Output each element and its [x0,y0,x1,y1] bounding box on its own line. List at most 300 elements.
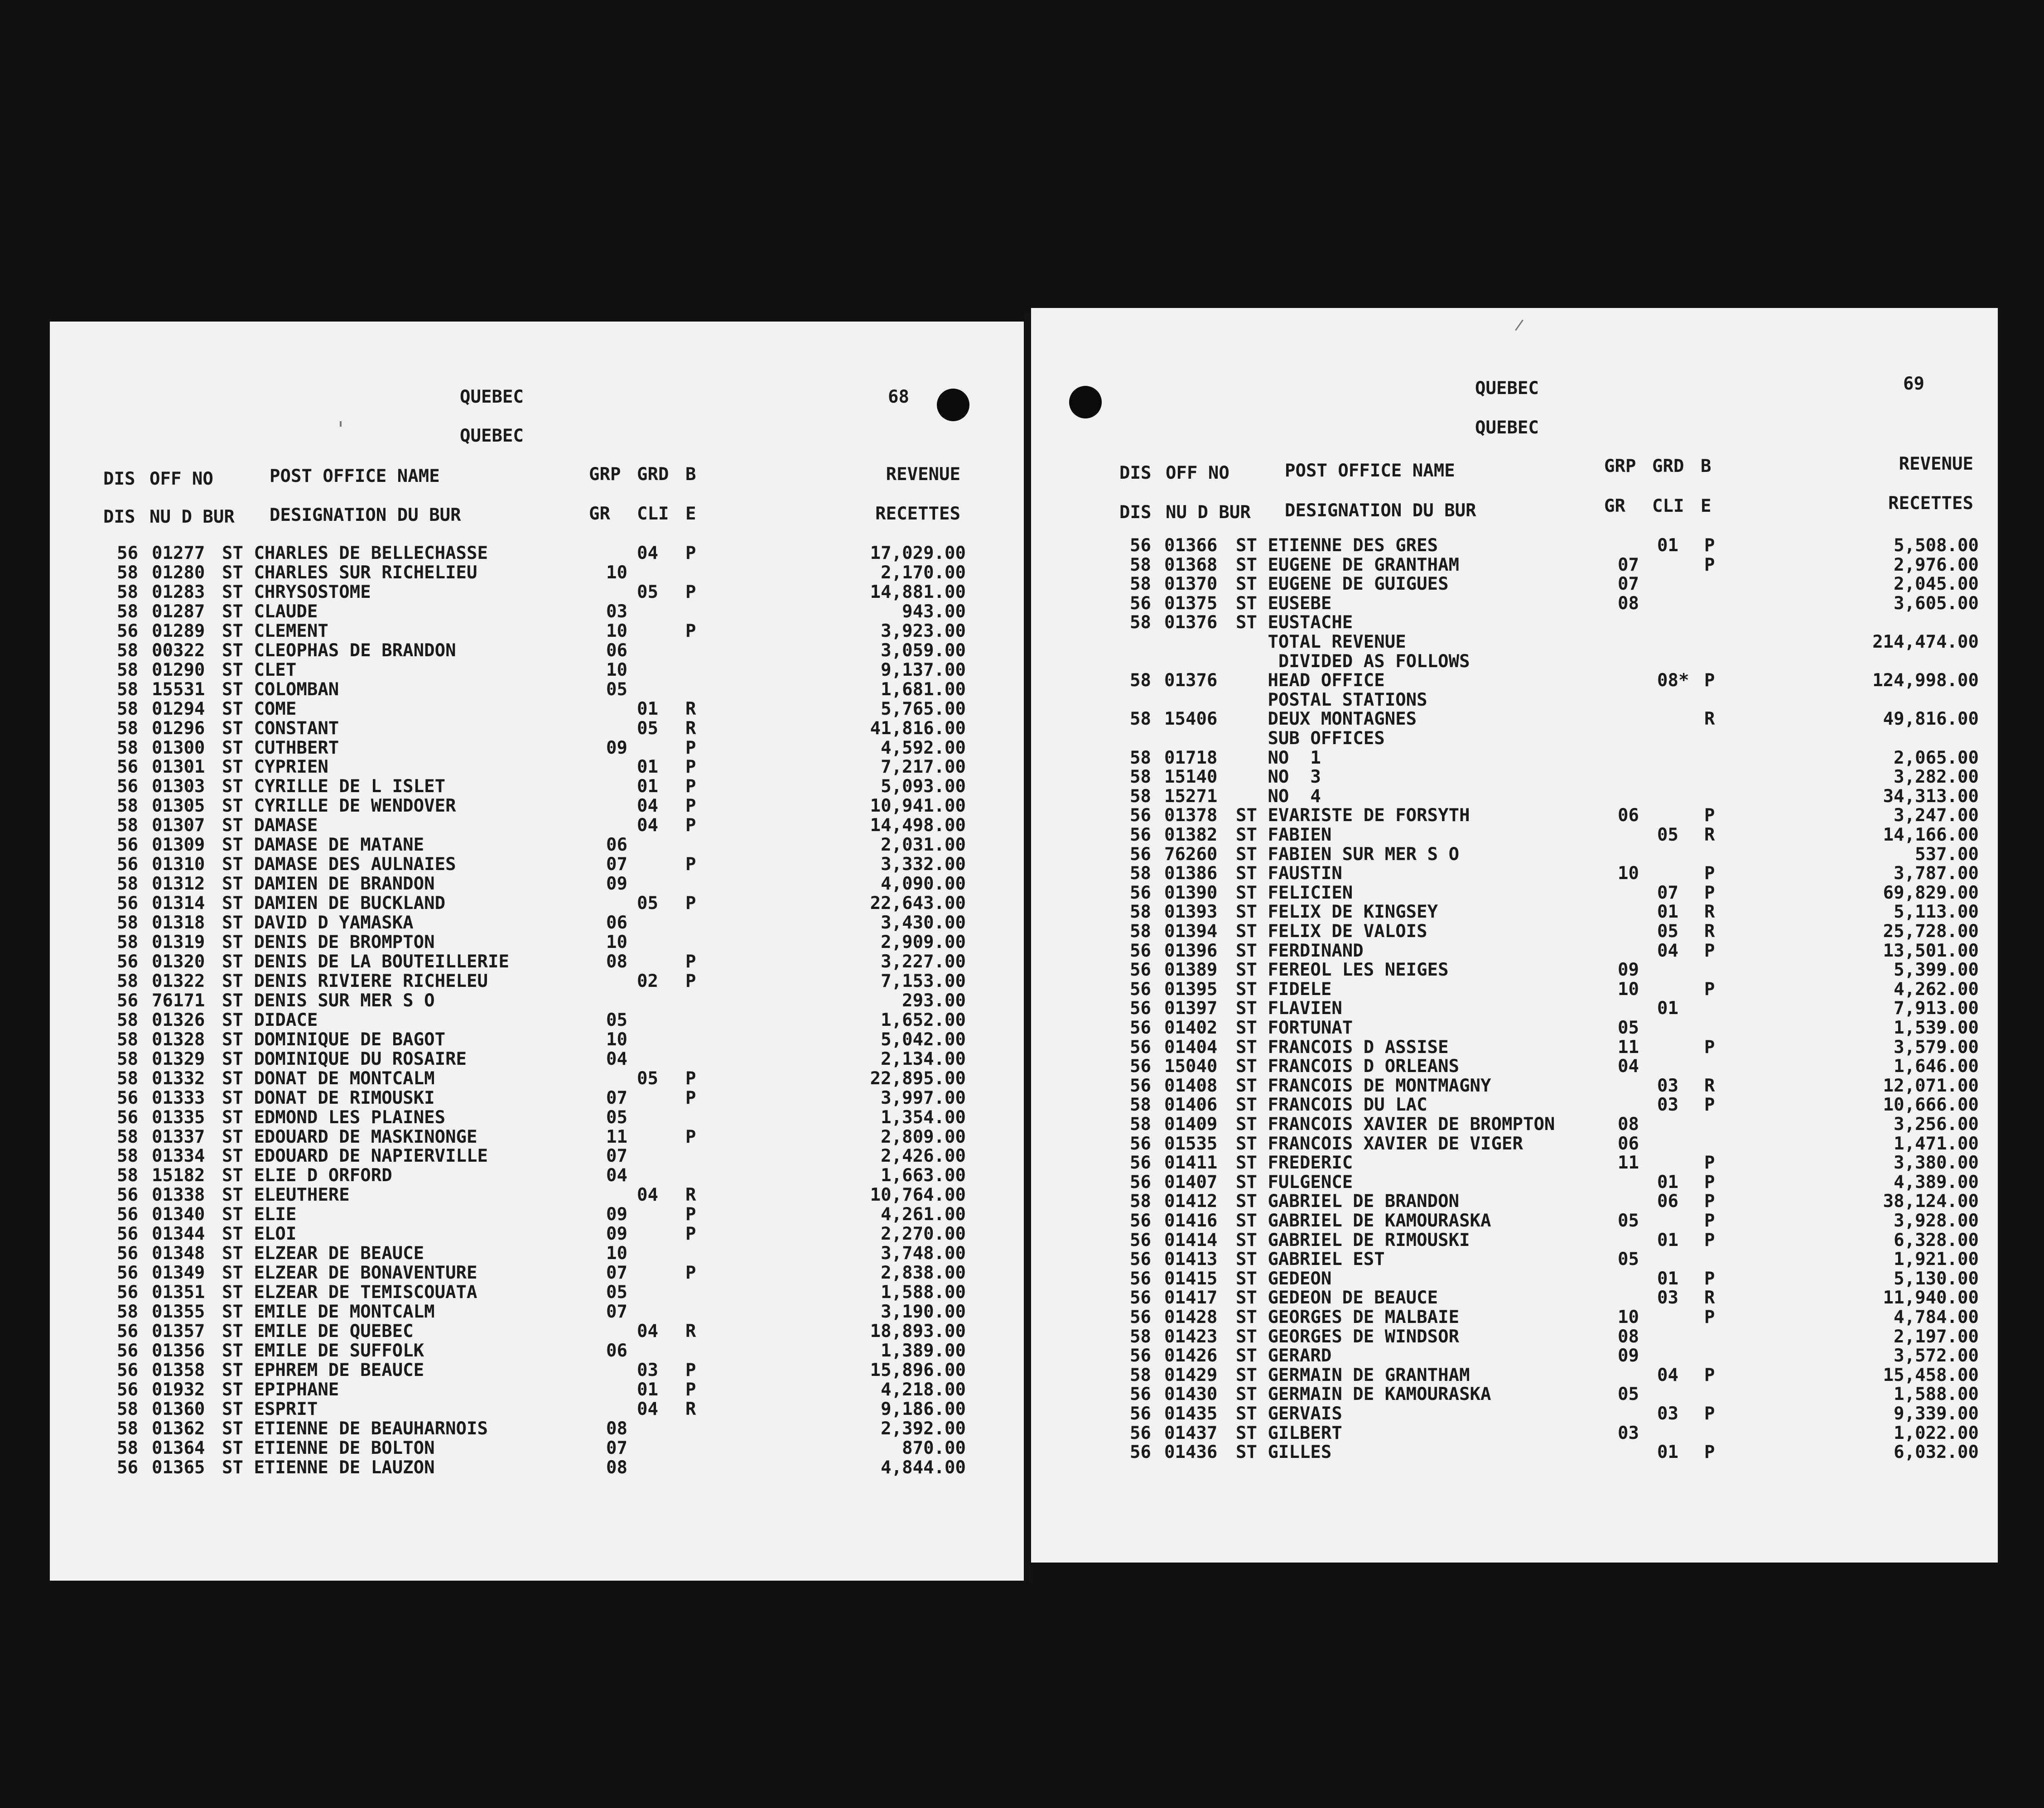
header-e: E [1701,496,1711,516]
office-number-cell: 01355 [152,1302,205,1322]
group-cell: 08 [606,951,627,972]
table-row [1031,865,1998,885]
district-cell: 56 [1130,882,1151,903]
revenue-cell: 3,787.00 [1894,863,1979,884]
table-row [1031,537,1998,557]
revenue-cell: 124,998.00 [1872,670,1979,691]
revenue-cell: 3,059.00 [881,640,966,661]
district-cell: 58 [1130,902,1151,923]
office-number-cell: 01396 [1164,940,1218,961]
office-number-cell: 01314 [152,893,205,914]
table-row [1031,1193,1998,1212]
district-cell: 56 [117,757,138,778]
office-number-cell: 15182 [152,1165,205,1186]
district-cell: 56 [117,1087,138,1108]
header-post-office-name: POST OFFICE NAME [270,466,440,486]
district-cell: 56 [1130,1230,1151,1250]
grade-cell: 04 [637,1185,658,1206]
revenue-cell: 15,458.00 [1883,1365,1979,1385]
office-name-cell: ST DIDACE [222,1010,318,1030]
office-number-cell: 01376 [1164,670,1218,691]
office-number-cell: 01356 [152,1340,205,1361]
district-cell: 56 [1130,825,1151,845]
revenue-cell: 4,262.00 [1894,979,1979,1000]
group-cell: 08 [606,1418,627,1439]
office-name-cell: ST ESPRIT [222,1399,318,1419]
province-heading: QUEBEC [1475,378,1539,399]
b-cell: P [1704,1153,1715,1173]
grade-cell: 03 [1657,1075,1678,1096]
header-gr: GR [589,504,610,524]
table-row [50,933,1024,953]
group-cell: 07 [606,1087,627,1108]
district-cell: 56 [1130,960,1151,981]
revenue-cell: 3,997.00 [881,1087,966,1108]
revenue-cell: 38,124.00 [1883,1191,1979,1212]
office-number-cell: 01303 [152,776,205,797]
group-cell: 11 [1618,1153,1639,1173]
office-name-cell: ST DONAT DE MONTCALM [222,1068,435,1089]
office-number-cell: 01307 [152,815,205,836]
grade-cell: 05 [637,1068,658,1089]
district-cell: 56 [117,835,138,856]
group-cell: 05 [1618,1018,1639,1038]
office-name-cell: ST CLEOPHAS DE BRANDON [222,640,456,661]
district-cell: 58 [117,562,138,583]
table-row [1031,1154,1998,1174]
table-row [1031,633,1998,653]
office-name-cell: ST EDMOND LES PLAINES [222,1107,446,1128]
office-number-cell: 01296 [152,718,205,739]
office-name-cell: ST GEORGES DE WINDSOR [1236,1326,1460,1347]
office-name-cell: DIVIDED AS FOLLOWS [1236,651,1470,672]
office-name-cell: ST FLAVIEN [1236,998,1342,1019]
revenue-cell: 6,328.00 [1894,1230,1979,1250]
header-grd: GRD [637,464,669,485]
revenue-cell: 2,976.00 [1894,554,1979,575]
group-cell: 07 [606,1302,627,1322]
office-name-cell: ST CHARLES SUR RICHELIEU [222,562,477,583]
office-number-cell: 15140 [1164,767,1218,788]
office-number-cell: 01335 [152,1107,205,1128]
office-name-cell: ST GILBERT [1236,1423,1342,1443]
grade-cell: 01 [1657,1230,1678,1250]
grade-cell: 03 [1657,1095,1678,1116]
office-number-cell: 01366 [1164,535,1218,556]
office-name-cell: ST EUSTACHE [1236,612,1353,633]
b-cell: P [1704,882,1715,903]
header-b: B [685,464,696,485]
table-row [50,622,1024,642]
office-name-cell: ST DAMASE DE MATANE [222,835,424,856]
revenue-cell: 69,829.00 [1883,882,1979,903]
table-row [50,1206,1024,1226]
header-recettes: RECETTES [875,504,960,524]
office-number-cell: 01395 [1164,979,1218,1000]
b-cell: R [685,698,696,719]
office-name-cell: ST ELEUTHERE [222,1185,350,1206]
header-revenue: REVENUE [1899,454,1973,474]
grade-cell: 01 [1657,902,1678,923]
revenue-cell: 9,339.00 [1894,1404,1979,1424]
revenue-cell: 2,392.00 [881,1418,966,1439]
b-cell: P [685,776,696,797]
revenue-cell: 2,838.00 [881,1263,966,1284]
office-number-cell: 01718 [1164,747,1218,768]
office-name-cell: ST GERMAIN DE GRANTHAM [1236,1365,1470,1385]
revenue-cell: 3,572.00 [1894,1346,1979,1366]
office-name-cell: ST FORTUNAT [1236,1018,1353,1038]
office-number-cell: 15406 [1164,709,1218,730]
office-name-cell: ST GABRIEL DE BRANDON [1236,1191,1460,1212]
district-cell: 56 [117,1243,138,1264]
district-cell: 56 [1130,844,1151,865]
b-cell: P [685,796,696,817]
district-cell: 58 [117,1418,138,1439]
office-name-cell: ST FRANCOIS DU LAC [1236,1095,1427,1116]
office-name-cell: ST CONSTANT [222,718,339,739]
office-name-cell: ST ELIE D ORFORD [222,1165,392,1186]
office-name-cell: HEAD OFFICE [1236,670,1385,691]
b-cell: P [1704,535,1715,556]
office-number-cell: 01426 [1164,1346,1218,1366]
b-cell: P [685,854,696,875]
office-name-cell: ST GEDEON DE BEAUCE [1236,1288,1438,1308]
header-off-no: OFF NO [1166,463,1229,483]
office-number-cell: 01415 [1164,1268,1218,1289]
district-cell: 56 [1130,805,1151,826]
district-cell: 58 [117,1010,138,1030]
header-dis: DIS [103,469,135,489]
header-dis: DIS [1119,463,1152,483]
office-name-cell: ST DENIS DE LA BOUTEILLERIE [222,951,509,972]
b-cell: P [685,737,696,758]
district-cell: 56 [117,543,138,563]
b-cell: P [685,1360,696,1380]
district-cell: 56 [1130,1442,1151,1463]
table-row [1031,1135,1998,1155]
office-name-cell: ST DAMIEN DE BUCKLAND [222,893,446,914]
b-cell: R [1704,921,1715,942]
office-name-cell: ST FERDINAND [1236,940,1364,961]
header-recettes: RECETTES [1888,493,1973,514]
table-row [1031,846,1998,866]
district-cell: 56 [117,1321,138,1342]
district-cell: 58 [1130,1326,1151,1347]
b-cell: P [685,951,696,972]
office-number-cell: 01408 [1164,1075,1218,1096]
table-row [50,1381,1024,1401]
table-row [1031,1308,1998,1328]
revenue-cell: 5,042.00 [881,1029,966,1050]
revenue-cell: 3,227.00 [881,951,966,972]
revenue-cell: 4,090.00 [881,874,966,894]
district-cell: 56 [117,1379,138,1400]
page-number: 69 [1903,374,1924,394]
revenue-cell: 1,588.00 [881,1282,966,1303]
district-cell: 58 [117,698,138,719]
district-cell: 56 [117,620,138,641]
office-name-cell: ST FULGENCE [1236,1172,1353,1193]
table-row [50,583,1024,603]
office-number-cell: 01326 [152,1010,205,1030]
office-name-cell: ST FREDERIC [1236,1153,1353,1173]
revenue-cell: 4,784.00 [1894,1307,1979,1327]
table-row [50,1322,1024,1342]
district-cell: 58 [117,1126,138,1147]
district-cell: 56 [1130,1268,1151,1289]
office-number-cell: 76171 [152,990,205,1011]
revenue-cell: 3,923.00 [881,620,966,641]
b-cell: P [1704,940,1715,961]
table-row [50,642,1024,662]
group-cell: 09 [606,1224,627,1245]
district-cell: 58 [1130,747,1151,768]
table-row [50,1089,1024,1109]
office-number-cell: 15040 [1164,1056,1218,1077]
office-number-cell: 01357 [152,1321,205,1342]
office-number-cell: 01340 [152,1204,205,1225]
table-row [1031,903,1998,923]
district-cell: 56 [117,1282,138,1303]
revenue-cell: 3,579.00 [1894,1037,1979,1058]
office-number-cell: 01382 [1164,825,1218,845]
office-name-cell: ST EPIPHANE [222,1379,339,1400]
office-name-cell: ST EDOUARD DE NAPIERVILLE [222,1146,488,1167]
grade-cell: 01 [1657,998,1678,1019]
office-name-cell: ST DAVID D YAMASKA [222,913,414,933]
punch-hole [937,389,969,421]
grade-cell: 04 [1657,1365,1678,1385]
table-row [1031,575,1998,595]
group-cell: 10 [606,1243,627,1264]
revenue-cell: 5,508.00 [1894,535,1979,556]
office-number-cell: 01428 [1164,1307,1218,1327]
district-cell: 56 [1130,1056,1151,1077]
revenue-cell: 293.00 [902,990,966,1011]
group-cell: 08 [606,1457,627,1478]
grade-cell: 04 [637,796,658,817]
table-row [50,992,1024,1012]
office-name-cell: ST CYRILLE DE WENDOVER [222,796,456,817]
table-row [50,1459,1024,1479]
office-number-cell: 01423 [1164,1326,1218,1347]
grade-cell: 07 [1657,882,1678,903]
table-row [1031,1000,1998,1019]
group-cell: 05 [606,1010,627,1030]
office-number-cell: 01334 [152,1146,205,1167]
district-cell: 58 [1130,1095,1151,1116]
office-name-cell: NO 3 [1236,767,1321,788]
district-cell: 56 [1130,1288,1151,1308]
office-number-cell: 01397 [1164,998,1218,1019]
group-cell: 03 [1618,1423,1639,1443]
revenue-cell: 11,940.00 [1883,1288,1979,1308]
office-number-cell: 01390 [1164,882,1218,903]
group-cell: 09 [606,874,627,894]
group-cell: 08 [1618,1114,1639,1135]
district-cell: 56 [1130,1249,1151,1270]
revenue-cell: 214,474.00 [1872,632,1979,652]
revenue-cell: 870.00 [902,1438,966,1458]
group-cell: 10 [606,1029,627,1050]
page-mark [340,421,342,427]
group-cell: 10 [606,620,627,641]
office-number-cell: 01328 [152,1029,205,1050]
revenue-cell: 2,065.00 [1894,747,1979,768]
district-cell: 58 [117,737,138,758]
office-number-cell: 01309 [152,835,205,856]
revenue-cell: 2,134.00 [881,1048,966,1069]
group-cell: 10 [1618,863,1639,884]
office-number-cell: 01360 [152,1399,205,1419]
district-cell: 58 [117,640,138,661]
office-name-cell: ST EPHREM DE BEAUCE [222,1360,424,1380]
district-cell: 58 [1130,1365,1151,1385]
revenue-cell: 14,166.00 [1883,825,1979,845]
group-cell: 11 [1618,1037,1639,1058]
table-row [1031,1212,1998,1232]
page-gutter [1025,313,1030,1581]
grade-cell: 01 [1657,1442,1678,1463]
page-number: 68 [888,387,909,407]
table-row [1031,749,1998,769]
office-number-cell: 01289 [152,620,205,641]
office-number-cell: 01320 [152,951,205,972]
district-cell: 56 [1130,1153,1151,1173]
header-grd: GRD [1652,456,1684,476]
table-row [1031,556,1998,576]
office-name-cell: ST FABIEN [1236,825,1332,845]
office-number-cell: 01370 [1164,574,1218,595]
table-row [1031,1231,1998,1251]
header-dis-fr: DIS [1119,502,1152,523]
group-cell: 05 [1618,1249,1639,1270]
table-row [50,856,1024,875]
left-page [50,322,1024,1581]
office-name-cell: ST FELIX DE KINGSEY [1236,902,1438,923]
office-number-cell: 01435 [1164,1404,1218,1424]
revenue-cell: 10,764.00 [870,1185,966,1206]
district-cell: 56 [1130,1075,1151,1096]
revenue-cell: 7,153.00 [881,971,966,991]
office-number-cell: 01394 [1164,921,1218,942]
revenue-cell: 14,881.00 [870,582,966,602]
office-number-cell: 01358 [152,1360,205,1380]
office-number-cell: 01417 [1164,1288,1218,1308]
group-cell: 07 [1618,574,1639,595]
revenue-cell: 4,218.00 [881,1379,966,1400]
table-row [50,564,1024,584]
table-row [50,1284,1024,1303]
office-name-cell: ST ETIENNE DE BEAUHARNOIS [222,1418,488,1439]
district-cell: 58 [117,815,138,836]
header-b: B [1701,456,1711,476]
office-name-cell: ST CHARLES DE BELLECHASSE [222,543,488,563]
office-name-cell: ST FABIEN SUR MER S O [1236,844,1460,865]
table-row [50,1186,1024,1206]
table-row [50,894,1024,914]
revenue-cell: 1,022.00 [1894,1423,1979,1443]
table-row [50,1050,1024,1070]
office-number-cell: 01416 [1164,1211,1218,1231]
table-row [1031,1250,1998,1270]
group-cell: 08 [1618,1326,1639,1347]
office-number-cell: 01305 [152,796,205,817]
table-row [50,953,1024,973]
grade-cell: 01 [1657,535,1678,556]
district-cell: 56 [117,951,138,972]
revenue-cell: 5,113.00 [1894,902,1979,923]
office-number-cell: 01283 [152,582,205,602]
revenue-cell: 22,643.00 [870,893,966,914]
table-row [50,778,1024,798]
table-row [1031,691,1998,711]
revenue-cell: 5,130.00 [1894,1268,1979,1289]
group-cell: 06 [606,1340,627,1361]
grade-cell: 05 [637,893,658,914]
group-cell: 06 [606,640,627,661]
table-row [1031,730,1998,750]
district-cell: 58 [1130,767,1151,788]
district-cell: 56 [1130,940,1151,961]
revenue-cell: 10,941.00 [870,796,966,817]
table-row [1031,1385,1998,1405]
district-cell: 58 [117,1399,138,1419]
district-cell: 58 [117,1029,138,1050]
province-subheading: QUEBEC [460,426,524,446]
table-row [50,1031,1024,1051]
table-row [1031,1289,1998,1309]
table-row [1031,1424,1998,1444]
district-cell: 58 [117,1146,138,1167]
revenue-cell: 3,380.00 [1894,1153,1979,1173]
table-row [50,1400,1024,1420]
office-number-cell: 01436 [1164,1442,1218,1463]
table-row [1031,884,1998,904]
district-cell: 56 [117,1263,138,1284]
district-cell: 56 [117,990,138,1011]
header-nu-d-bur: NU D BUR [149,507,235,527]
revenue-cell: 3,605.00 [1894,593,1979,614]
b-cell: R [1704,1288,1715,1308]
revenue-cell: 3,282.00 [1894,767,1979,788]
office-name-cell: ST FEREOL LES NEIGES [1236,960,1449,981]
table-row [50,1264,1024,1284]
office-name-cell: ST ETIENNE DE LAUZON [222,1457,435,1478]
office-number-cell: 01430 [1164,1384,1218,1405]
table-row [50,1109,1024,1129]
grade-cell: 04 [637,543,658,563]
district-cell: 56 [1130,535,1151,556]
b-cell: P [1704,1268,1715,1289]
office-number-cell: 01301 [152,757,205,778]
revenue-cell: 4,389.00 [1894,1172,1979,1193]
office-number-cell: 01318 [152,913,205,933]
district-cell: 58 [117,582,138,602]
office-name-cell: ST GEDEON [1236,1268,1332,1289]
table-row [1031,923,1998,942]
grade-cell: 02 [637,971,658,991]
grade-cell: 04 [637,815,658,836]
revenue-cell: 13,501.00 [1883,940,1979,961]
group-cell: 07 [606,1438,627,1458]
grade-cell: 01 [637,776,658,797]
revenue-cell: 1,354.00 [881,1107,966,1128]
b-cell: P [685,582,696,602]
office-name-cell: ST ETIENNE DES GRES [1236,535,1438,556]
district-cell: 56 [1130,979,1151,1000]
